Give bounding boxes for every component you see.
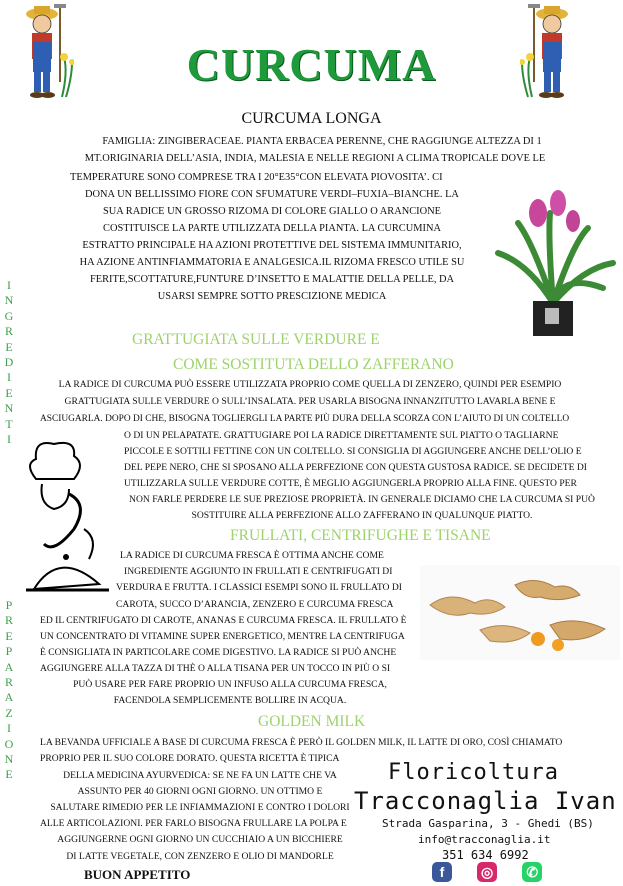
section2-line: FACENDOLA SEMPLICEMENTE BOLLIRE IN ACQUA. (113, 695, 347, 706)
closing-text: BUON APPETITO (84, 867, 191, 882)
section2-line: INGREDIENTE AGGIUNTO IN FRULLATI E CENTRIFUGATI DI (124, 566, 393, 577)
page-subtitle: CURCUMA LONGA (241, 110, 382, 127)
intro-line: FAMIGLIA: ZINGIBERACEAE. PIANTA ERBACEA PERENNE, CHE RAGGIUNGE ALTEZZA DI 1 (102, 136, 542, 147)
section3-line: LA BEVANDA UFFICIALE A BASE DI CURCUMA FRESCA È PERÒ IL GOLDEN MILK, IL LATTE DI ORO, COSÌ CHIAMATO (40, 737, 563, 748)
section1-line: LA RADICE DI CURCUMA PUÒ ESSERE UTILIZZATA PROPRIO COME QUELLA DI ZENZERO, QUINDI PER ESEMPIO (58, 379, 562, 390)
intro-line: DONA UN BELLISSIMO FIORE CON SFUMATURE VERDI–FUXIA–BIANCHE. LA (85, 189, 459, 200)
section1-heading-2: COME SOSTITUTA DELLO ZAFFERANO (173, 356, 454, 373)
section3-line: DELLA MEDICINA AYURVEDICA: SE NE FA UN LATTE CHE VA (63, 770, 337, 781)
section2-line: AGGIUNGERE ALLA TAZZA DI THÈ O ALLA TISANA PER UN TOCCO IN PIÙ O SI (40, 663, 391, 674)
section1-line: DEL PEPE NERO, CHE SI SPOSANO ALLA PERFEZIONE CON QUESTA GUSTOSA RADICE. SE DECIDETE DI (124, 462, 587, 473)
section3-line: SALUTARE RIMEDIO PER LE INFIAMMAZIONI E CONTRO I DOLORI (50, 802, 350, 813)
section3-heading: GOLDEN MILK (258, 713, 366, 730)
brand-name-line1: Floricoltura (388, 760, 559, 785)
facebook-icon[interactable]: f (432, 862, 452, 882)
intro-line: SUA RADICE UN GROSSO RIZOMA DI COLORE GIALLO O ARANCIONE (103, 206, 441, 217)
section2-line: LA RADICE DI CURCUMA FRESCA È OTTIMA ANCHE COME (120, 550, 384, 561)
intro-line: USARSI SEMPRE SOTTO PRESCIZIONE MEDICA (157, 291, 387, 302)
brand-name-line2: Tracconaglia Ivan (354, 787, 617, 815)
turmeric-roots-photo (420, 565, 620, 660)
intro-line: HA AZIONE ANTINFIAMMATORIA E ANALGESICA.IL RIZOMA FRESCO UTILE SU (79, 257, 465, 268)
section1-line: UTILIZZARLA SULLE VERDURE COTTE, È MEGLIO AGGIUNGERLA PROPRIO ALLA FINE. QUESTO PER (124, 478, 577, 489)
section2-heading: FRULLATI, CENTRIFUGHE E TISANE (230, 527, 491, 544)
section3-line: ALLE ARTICOLAZIONI. PER FARLO BISOGNA FRULLARE LA POLPA E (40, 818, 347, 829)
intro-line: COSTITUISCE LA PARTE UTILIZZATA DELLA PIANTA. LA CURCUMINA (103, 223, 441, 234)
section1-line: SOSTITUIRE ALLA PERFEZIONE ALLO ZAFFERANO IN QUALUNQUE PIATTO. (191, 510, 533, 521)
brand-address: Strada Gasparina, 3 - Ghedi (BS) (382, 817, 594, 830)
section2-line: CAROTA, SUCCO D’ARANCIA, ZENZERO E CURCUMA FRESCA (116, 599, 394, 610)
section3-line: DI LATTE VEGETALE, CON ZENZERO E OLIO DI MANDORLE (66, 851, 334, 862)
section2-line: VERDURA E FRUTTA. I CLASSICI ESEMPI SONO IL FRULLATO DI (116, 582, 402, 593)
section3-line: AGGIUNGERNE OGNI GIORNO UN CUCCHIAIO A UN BICCHIERE (57, 834, 343, 845)
intro-line: ESTRATTO PRINCIPALE HA AZIONI PROTETTIVE DEL SISTEMA IMMUNITARIO, (82, 240, 462, 251)
intro-line: MT.ORIGINARIA DELL’ASIA, INDIA, MALESIA E NELLE REGIONI A CLIMA TROPICALE DOVE LE (84, 153, 546, 164)
section3-line: PROPRIO PER IL SUO COLORE DORATO. QUESTA RICETTA È TIPICA (40, 753, 340, 764)
section1-line: PICCOLE E SOTTILI FETTINE CON UN COLTELLO. SI CONSIGLIA DI AGGIUNGERE ANCHE DELL’OLIO E (124, 446, 582, 457)
section2-line: ED IL CENTRIFUGATO DI CAROTE, ANANAS E CURCUMA FRESCA. IL FRULLATO È (40, 615, 407, 626)
brand-email[interactable]: info@tracconaglia.it (418, 833, 551, 846)
section2-line: UN CONCENTRATO DI VITAMINE SUPER ENERGETICO, MENTRE LA CENTRIFUGA (40, 631, 405, 642)
section2-line: È CONSIGLIATA IN PARTICOLARE COME DIGESTIVO. LA RADICE SI PUÒ ANCHE (40, 647, 397, 658)
intro-line: FERITE,SCOTTATURE,FUNTURE D’INSETTO E MALATTIE DELLA PELLE, DA (89, 274, 455, 285)
section1-heading-1: GRATTUGIATA SULLE VERDURE E (132, 331, 380, 348)
brand-phone[interactable]: 351 634 6992 (442, 848, 529, 862)
whatsapp-icon[interactable]: ✆ (522, 862, 542, 882)
instagram-icon[interactable]: ◎ (477, 862, 497, 882)
section2-line: PUÒ USARE PER FARE PROPRIO UN INFUSO ALLA CURCUMA FRESCA, (73, 679, 387, 690)
section1-line: NON FARLE PERDERE LE SUE PREZIOSE PROPRIETÀ. IN GENERALE DICIAMO CHE LA CURCUMA SI PUÒ (129, 494, 595, 505)
section1-line: GRATTUGIATA SULLE VERDURE O SULL’INSALATA. PER USARLA BISOGNA INNANZITUTTO LAVARLA BENE E (64, 396, 556, 407)
side-label-ingredienti: I N G R E D I E N T I (4, 278, 14, 447)
social-icons (432, 862, 562, 882)
curcuma-plant-photo (488, 183, 618, 338)
section1-line: O DI UN PELAPATATE. GRATTUGIARE POI LA RADICE DIRETTAMENTE SUL PIATTO O TAGLIARNE (124, 430, 559, 441)
intro-line: TEMPERATURE SONO COMPRESE TRA I 20°E35°CON ELEVATA PIOVOSITA’. CI (70, 172, 443, 183)
chef-illustration (14, 434, 119, 624)
section1-line: ASCIUGARLA. DOPO DI CHE, BISOGNA TOGLIERGLI LA PARTE PIÙ DURA DELLA SCORZA CON L’AIUTO DI UN COLTELLO (40, 414, 570, 424)
page-title: CURCUMA (186, 39, 437, 90)
section3-line: ASSUNTO PER 40 GIORNI OGNI GIORNO. UN OTTIMO E (77, 786, 323, 797)
side-label-preparazione: P R E P A R A Z I O N E (4, 598, 14, 782)
